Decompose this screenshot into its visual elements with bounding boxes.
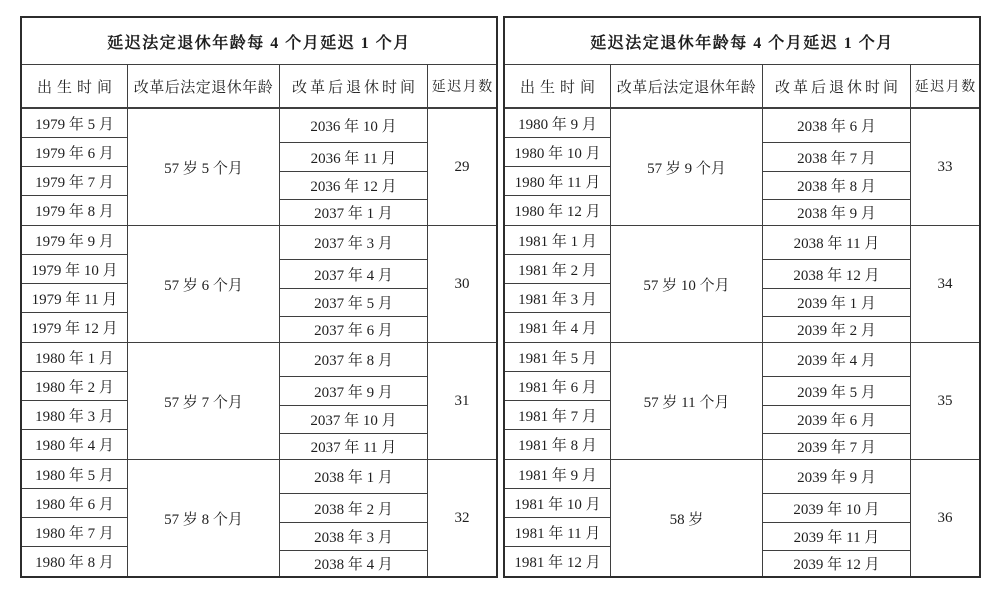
birth-month-cell: 1980 年 10 月	[505, 138, 610, 167]
retirement-month-cell: 2038 年 11 月	[763, 226, 910, 260]
retirement-month-cell: 2038 年 2 月	[280, 494, 427, 523]
retirement-month-cell: 2038 年 3 月	[280, 523, 427, 551]
birth-month-column	[22, 460, 128, 576]
retirement-month-cell: 2039 年 4 月	[763, 343, 910, 377]
retirement-month-cell: 2037 年 9 月	[280, 377, 427, 406]
retirement-month-cell: 2037 年 11 月	[310, 440, 397, 456]
retirement-table-right	[503, 16, 981, 578]
birth-month-cell: 1981 年 11 月	[505, 518, 610, 547]
retirement-month-cell: 2036 年 11 月	[280, 143, 427, 172]
col-header-birth-time: 出生时间	[22, 65, 128, 107]
retirement-month-cell: 2038 年 6 月	[763, 109, 910, 143]
column-header-row	[505, 65, 979, 109]
retirement-month-cell: 2038 年 4 月	[314, 557, 393, 573]
birth-month-cell: 1980 年 8 月	[35, 555, 114, 571]
retirement-month-cell: 2039 年 7 月	[797, 440, 876, 456]
birth-month-column	[22, 109, 128, 225]
table-group-row	[505, 226, 979, 343]
retirement-age-cell: 57 岁 11 个月	[611, 343, 763, 459]
retirement-month-column	[763, 226, 911, 342]
retirement-month-column	[763, 343, 911, 459]
retirement-month-cell: 2036 年 12 月	[280, 172, 427, 200]
birth-month-cell: 1981 年 4 月	[518, 321, 597, 337]
birth-month-column	[505, 109, 611, 225]
col-header-retirement-age: 改革后法定退休年龄	[611, 65, 763, 107]
retirement-month-cell: 2038 年 8 月	[763, 172, 910, 200]
birth-month-column	[22, 343, 128, 459]
retirement-month-column	[280, 226, 428, 342]
table-title: 延迟法定退休年龄每 4 个月延迟 1 个月	[22, 18, 496, 65]
col-header-birth-time: 出生时间	[505, 65, 611, 107]
retirement-age-cell: 58 岁	[611, 460, 763, 576]
retirement-month-column	[280, 460, 428, 576]
retirement-month-cell: 2039 年 6 月	[763, 406, 910, 434]
retirement-month-cell: 2038 年 7 月	[763, 143, 910, 172]
birth-month-column	[22, 226, 128, 342]
birth-month-cell: 1979 年 12 月	[31, 321, 118, 337]
table-group-row	[505, 460, 979, 576]
retirement-month-cell: 2037 年 3 月	[280, 226, 427, 260]
retirement-month-cell: 2038 年 12 月	[763, 260, 910, 289]
retirement-month-cell: 2039 年 9 月	[763, 460, 910, 494]
delay-months-cell: 34	[937, 275, 953, 292]
table-group-row	[22, 109, 496, 226]
col-header-retirement-time: 改革后退休时间	[280, 65, 428, 107]
birth-month-cell: 1981 年 12 月	[514, 555, 601, 571]
retirement-month-cell: 2037 年 8 月	[280, 343, 427, 377]
retirement-month-cell: 2037 年 4 月	[280, 260, 427, 289]
table-group-row	[505, 343, 979, 460]
retirement-month-column	[280, 343, 428, 459]
table-title: 延迟法定退休年龄每 4 个月延迟 1 个月	[505, 18, 979, 65]
birth-month-cell: 1980 年 6 月	[22, 489, 127, 518]
delay-months-cell: 35	[937, 392, 953, 409]
birth-month-cell: 1979 年 9 月	[22, 226, 127, 255]
retirement-age-cell: 57 岁 10 个月	[611, 226, 763, 342]
retirement-month-cell: 2037 年 10 月	[280, 406, 427, 434]
delay-months-cell: 33	[937, 158, 953, 175]
retirement-month-cell: 2036 年 10 月	[280, 109, 427, 143]
birth-month-cell: 1979 年 7 月	[22, 167, 127, 196]
birth-month-cell: 1981 年 1 月	[505, 226, 610, 255]
retirement-month-cell: 2039 年 11 月	[763, 523, 910, 551]
retirement-month-cell: 2039 年 1 月	[763, 289, 910, 317]
birth-month-cell: 1979 年 8 月	[35, 204, 114, 220]
birth-month-cell: 1979 年 11 月	[22, 284, 127, 313]
col-header-retirement-time: 改革后退休时间	[763, 65, 911, 107]
birth-month-cell: 1981 年 7 月	[505, 401, 610, 430]
birth-month-cell: 1981 年 10 月	[505, 489, 610, 518]
table-group-row	[22, 226, 496, 343]
birth-month-cell: 1980 年 3 月	[22, 401, 127, 430]
retirement-month-cell: 2039 年 10 月	[763, 494, 910, 523]
retirement-age-cell: 57 岁 6 个月	[128, 226, 280, 342]
retirement-month-cell: 2037 年 1 月	[314, 206, 393, 222]
birth-month-cell: 1981 年 3 月	[505, 284, 610, 313]
birth-month-cell: 1981 年 2 月	[505, 255, 610, 284]
birth-month-cell: 1980 年 12 月	[514, 204, 601, 220]
birth-month-cell: 1981 年 9 月	[505, 460, 610, 489]
retirement-month-cell: 2038 年 1 月	[280, 460, 427, 494]
retirement-month-column	[280, 109, 428, 225]
birth-month-cell: 1979 年 6 月	[22, 138, 127, 167]
retirement-month-cell: 2037 年 6 月	[314, 323, 393, 339]
birth-month-cell: 1981 年 8 月	[518, 438, 597, 454]
birth-month-column	[505, 226, 611, 342]
col-header-retirement-age: 改革后法定退休年龄	[128, 65, 280, 107]
birth-month-cell: 1980 年 5 月	[22, 460, 127, 489]
birth-month-cell: 1980 年 2 月	[22, 372, 127, 401]
retirement-table-left	[20, 16, 498, 578]
retirement-age-cell: 57 岁 7 个月	[128, 343, 280, 459]
retirement-month-cell: 2039 年 12 月	[793, 557, 880, 573]
retirement-month-column	[763, 460, 911, 576]
retirement-age-cell: 57 岁 8 个月	[128, 460, 280, 576]
retirement-month-column	[763, 109, 911, 225]
delay-months-cell: 30	[454, 275, 470, 292]
birth-month-column	[505, 343, 611, 459]
retirement-month-cell: 2039 年 2 月	[797, 323, 876, 339]
birth-month-cell: 1979 年 10 月	[22, 255, 127, 284]
birth-month-cell: 1980 年 7 月	[22, 518, 127, 547]
birth-month-cell: 1979 年 5 月	[22, 109, 127, 138]
birth-month-column	[505, 460, 611, 576]
retirement-month-cell: 2039 年 5 月	[763, 377, 910, 406]
birth-month-cell: 1981 年 5 月	[505, 343, 610, 372]
delay-months-cell: 31	[454, 392, 470, 409]
birth-month-cell: 1981 年 6 月	[505, 372, 610, 401]
table-group-row	[505, 109, 979, 226]
birth-month-cell: 1980 年 9 月	[505, 109, 610, 138]
col-header-delay-months: 延迟月数	[431, 80, 494, 95]
delay-months-cell: 36	[937, 509, 953, 526]
retirement-month-cell: 2037 年 5 月	[280, 289, 427, 317]
table-group-row	[22, 460, 496, 576]
birth-month-cell: 1980 年 1 月	[22, 343, 127, 372]
col-header-delay-months: 延迟月数	[914, 80, 977, 95]
table-body	[22, 109, 496, 576]
retirement-age-cell: 57 岁 9 个月	[611, 109, 763, 225]
delay-months-cell: 32	[454, 509, 470, 526]
column-header-row	[22, 65, 496, 109]
retirement-age-cell: 57 岁 5 个月	[128, 109, 280, 225]
birth-month-cell: 1980 年 11 月	[505, 167, 610, 196]
table-group-row	[22, 343, 496, 460]
table-body	[505, 109, 979, 576]
birth-month-cell: 1980 年 4 月	[35, 438, 114, 454]
retirement-month-cell: 2038 年 9 月	[797, 206, 876, 222]
delay-months-cell: 29	[454, 158, 470, 175]
